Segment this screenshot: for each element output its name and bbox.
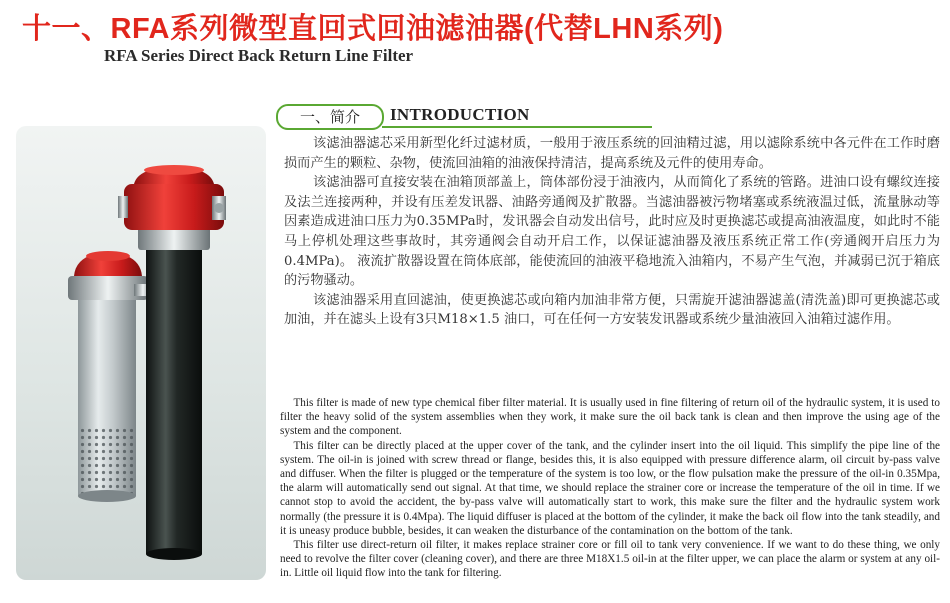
product-photo (16, 126, 266, 580)
section-label-en: INTRODUCTION (390, 105, 530, 124)
page-title-cn: 十一、RFA系列微型直回式回油滤油器(代替LHN系列) (22, 13, 724, 45)
intro-en-paragraph: This filter can be directly placed at the upper cover of the tank, and the cylinder insert into the oil liquid. This simplify the pipe line of the system. The oil-in is joined with screw thread or flange, besides this, it is also equipped with pressure difference alarm, oil circuit by-pass valve and diffuser. When the filter is plugged or the temperature of the system is too low, or the flow pulsation make the pressure of the oil-in 0.35Mpa, the alarm will automatically send out signal. At that time, we should replace the strainer core or increase the temperature of the oil in time. If we cannot stop to avoid the accident, the by-pass valve will automatically start to work, this make sure the filter and the hydraulic system work normally (the pressure it is 0.4Mpa). The liquid diffuser is placed at the bottom of the cylinder, it make the back oil flow into the tank steadily, and it is uneasy produce bubble, besides, it can weaken the disturbance of the contamination on the bottom of the tank. (280, 439, 940, 537)
intro-cn-paragraph: 该滤油器可直接安装在油箱顶部盖上，筒体部份浸于油液内，从而简化了系统的管路。进油口设有螺纹连接及法兰连接两种，并设有压差发讯器、油路旁通阀及扩散器。当滤油器被污物堵塞或系统液温过低，流量脉动等因素造成进油口压力为0.35MPa时，发讯器会自动发出信号，此时应及时更换滤芯或提高油液温度，如此时不能马上停机处理这些事故时，其旁通阀会自动开启工作，以保证滤油器及液压系统正常工作(旁通阀开启压力为0.4MPa)。 液流扩散器设置在筒体底部，能使流回的油液平稳地流入油箱内，不易产生气泡，并减弱已沉于箱底的污物骚动。 (284, 175, 941, 289)
section-header (276, 104, 946, 128)
intro-cn-paragraph: 该滤油器滤芯采用新型化纤过滤材质，一般用于液压系统的回油精过滤，用以滤除系统中各元件在工作时磨损而产生的颗粒、杂物，使流回油箱的油液保持清洁，提高系统及元件的使用寿命。 (284, 136, 940, 171)
page-title-en: RFA Series Direct Back Return Line Filter (104, 46, 414, 65)
intro-en-paragraph: This filter use direct-return oil filter, it makes replace strainer core or fill oil to tank very convenience. If we want to do these thing, we only need to revolve the filter cover (cleaning cover), and there are three M18X1.5 oil-in at the filter upper, we can place the alarm or system at any oil-in. Little oil liquid flow into the tank for filtering. (280, 539, 940, 580)
intro-chinese (284, 134, 940, 330)
section-label-cn: 一、简介 (276, 104, 384, 130)
silver-filter (68, 251, 152, 502)
section-rule (382, 126, 652, 128)
intro-english (280, 396, 940, 581)
intro-en-paragraph: This filter is made of new type chemical fiber filter material. It is usually used in fine filtering of return oil of the hydraulic system, it is used to filter the heavy solid of the system assemblies when they work, it make sure the oil back tank is clean and then improve the using age of the system and the component. (280, 397, 940, 438)
intro-cn-paragraph: 该滤油器采用直回滤油，使更换滤芯或向箱内加油非常方便，只需旋开滤油器滤盖(清洗盖)即可更换滤芯或加油，并在滤头上设有3只M18×1.5 油口，可在任何一方安装发讯器或系统少量油液回入油箱过滤作用。 (284, 292, 940, 328)
